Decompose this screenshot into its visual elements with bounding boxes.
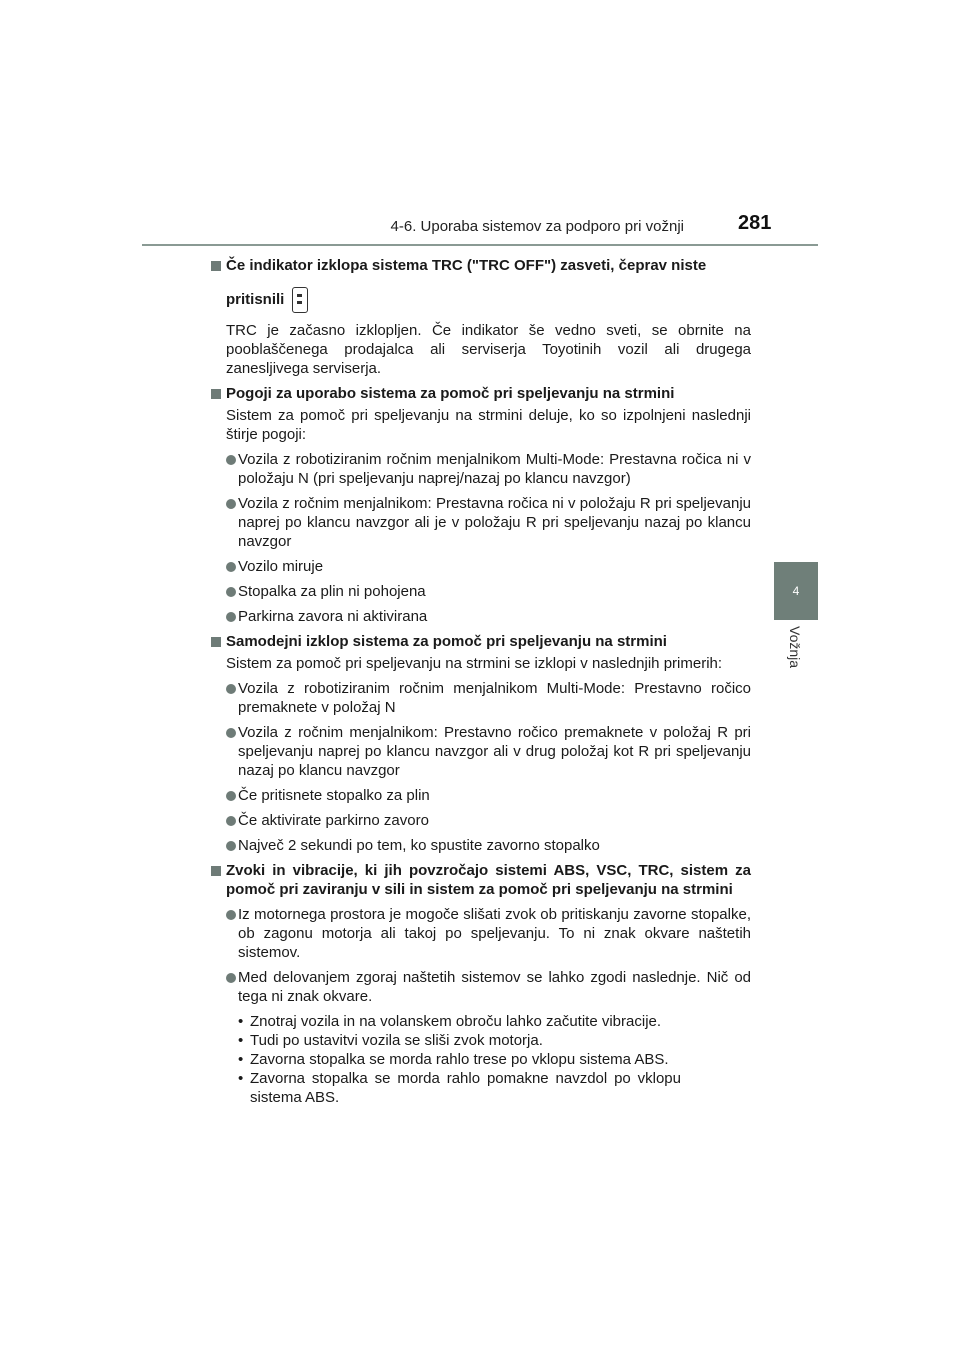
circle-bullet-icon	[226, 816, 236, 826]
square-icon	[211, 866, 221, 876]
heading-line: pritisnili	[226, 290, 285, 308]
list-item: Med delovanjem zgoraj naštetih sistemov se lahko zgodi naslednje. Nič od tega ni znak okvare. • Znotraj vozila in na volanskem obroču lahko začutite vibracije. • Tudi po ustavitvi vozila se sliši zvok motorja. • Zavorna stopalka se morda rahlo trese po vklopu sistema ABS. • Zavorna stopalka se morda rahlo pomakne navzdol po vklopu sistema ABS.	[226, 968, 751, 1107]
circle-bullet-icon	[226, 841, 236, 851]
circle-bullet-icon	[226, 728, 236, 738]
section-trc-off	[210, 256, 751, 378]
bullet-list	[226, 450, 751, 626]
page-number: 281	[738, 212, 772, 234]
section-hill-start-auto-off	[210, 632, 751, 855]
chapter-tab-label: Vožnja	[787, 626, 803, 669]
bullet-list	[226, 905, 751, 1107]
list-item: Vozilo miruje	[226, 557, 751, 576]
chapter-tab-number: 4	[792, 584, 800, 598]
list-item: Vozila z ročnim menjalnikom: Prestavno ročico premaknete v položaj R pri speljevanju naprej po klancu navzgor ali v drug položaj kot R pri speljevanju nazaj po klancu navzgor	[226, 723, 751, 780]
circle-bullet-icon	[226, 910, 236, 920]
section-sounds-vibrations	[210, 861, 751, 1107]
square-icon	[211, 389, 221, 399]
page-content	[210, 252, 751, 1113]
heading-line: Če indikator izklopa sistema TRC ("TRC OFF") zasveti, čeprav niste	[226, 257, 707, 274]
dash-item: • Znotraj vozila in na volanskem obroču lahko začutite vibracije.	[238, 1013, 662, 1030]
square-icon	[211, 261, 221, 271]
circle-bullet-icon	[226, 791, 236, 801]
dash-list	[238, 1012, 751, 1107]
list-item: Če pritisnete stopalko za plin	[226, 786, 751, 805]
dash-item: • Zavorna stopalka se morda rahlo trese po vklopu sistema ABS.	[238, 1051, 669, 1068]
circle-bullet-icon	[226, 455, 236, 465]
circle-bullet-icon	[226, 973, 236, 983]
list-item: Vozila z robotiziranim ročnim menjalnikom Multi-Mode: Prestavna ročica ni v položaju N (pri speljevanju naprej/nazaj po klancu navzgor)	[226, 450, 751, 488]
list-item: Največ 2 sekundi po tem, ko spustite zavorno stopalko	[226, 836, 751, 855]
list-item: Parkirna zavora ni aktivirana	[226, 607, 751, 626]
list-item: Če aktivirate parkirno zavoro	[226, 811, 751, 830]
section-text: Sistem za pomoč pri speljevanju na strmini se izklopi v naslednjih primerih:	[226, 655, 723, 672]
section-heading: Zvoki in vibracije, ki jih povzročajo sistemi ABS, VSC, TRC, sistem za pomoč pri zaviranju v sili in sistem za pomoč pri speljevanju na strmini	[226, 862, 751, 898]
list-item: Vozila z robotiziranim ročnim menjalnikom Multi-Mode: Prestavno ročico premaknete v položaj N	[226, 679, 751, 717]
header-divider	[142, 244, 818, 246]
dash-item: • Tudi po ustavitvi vozila se sliši zvok motorja.	[238, 1032, 543, 1049]
chapter-tab[interactable]	[774, 562, 818, 620]
trc-off-switch-icon	[292, 287, 308, 313]
square-icon	[211, 637, 221, 647]
list-item: Vozila z ročnim menjalnikom: Prestavna ročica ni v položaju R pri speljevanju naprej po klancu navzgor ali je v položaju R pri speljevanju nazaj po klancu navzgor	[226, 494, 751, 551]
dash-item: • Zavorna stopalka se morda rahlo pomakne navzdol po vklopu sistema ABS.	[238, 1070, 681, 1106]
section-heading: Samodejni izklop sistema za pomoč pri speljevanju na strmini	[226, 633, 667, 650]
section-text: TRC je začasno izklopljen. Če indikator še vedno sveti, se obrnite na pooblaščenega prodajalca ali serviserja Toyotinih vozil ali drugega zanesljivega serviserja.	[226, 322, 751, 377]
chapter-title: 4-6. Uporaba sistemov za podporo pri vožnji	[390, 218, 684, 235]
list-item: Stopalka za plin ni pohojena	[226, 582, 751, 601]
list-item: Iz motornega prostora je mogoče slišati zvok ob pritiskanju zavorne stopalke, ob zagonu motorja ali takoj po speljevanju. To ni znak okvare naštetih sistemov.	[226, 905, 751, 962]
circle-bullet-icon	[226, 612, 236, 622]
circle-bullet-icon	[226, 587, 236, 597]
section-heading	[226, 256, 751, 313]
bullet-list	[226, 679, 751, 855]
circle-bullet-icon	[226, 499, 236, 509]
circle-bullet-icon	[226, 684, 236, 694]
section-text: Sistem za pomoč pri speljevanju na strmini deluje, ko so izpolnjeni naslednji štirje pogoji:	[226, 407, 751, 443]
section-heading: Pogoji za uporabo sistema za pomoč pri speljevanju na strmini	[226, 385, 675, 402]
section-hill-start-conditions	[210, 384, 751, 626]
circle-bullet-icon	[226, 562, 236, 572]
